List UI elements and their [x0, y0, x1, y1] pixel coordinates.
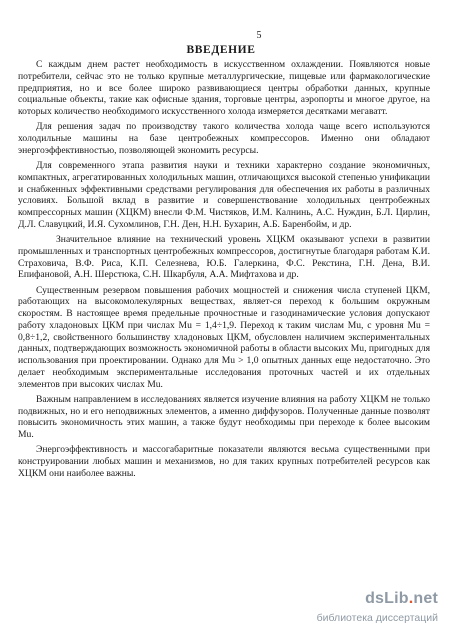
section-heading: ВВЕДЕНИЕ: [186, 44, 256, 56]
paragraph-1: С каждым днем растет необходимость в искусственном охлаждении. Появляются новые потребители, сейчас это не только крупные металлургические, пищевые или фармакологические предприятия, но и все более широко развивающиеся центры обработки данных, крупные социальные объекты, такие как офисные здания, торговые центры, аэропорты и многое другое, на которых количество необходимого искусственного холода измеряется десятками мегаватт.: [18, 59, 430, 117]
paragraph-2: Для решения задач по производству такого количества холода чаще всего используются холодильные машины на базе центробежных компрессоров. Именно они обладают энергоэффективностью, позволяющей экономить ресурсы.: [18, 121, 430, 156]
paragraph-4: Значительное влияние на технический уровень ХЦКМ оказывают успехи в развитии промышленных и транспортных центробежных компрессоров, достигнутые благодаря работам К.И. Страховича, В.Ф. Риса, К.П. Селезнева, Ю.Б. Галеркина, Ф.С. Рекстина, Г.Н. Дена, В.И. Епифановой, А.Н. Шерстюка, С.Н. Шкарбуля, А.А. Мифтахова и др.: [18, 234, 430, 281]
watermark-logo-dot: .: [408, 590, 414, 607]
paragraph-7: Энергоэффективность и массогабаритные показатели являются весьма существенными при конструировании любых машин и механизмов, но для таких крупных потребителей ресурсов как ХЦКМ они наиболее важны.: [18, 444, 430, 479]
paragraph-3: Для современного этапа развития науки и техники характерно создание экономичных, компактных, агрегатированных холодильных машин, отличающихся высокой степенью унификации и снабженных эффективными средствами регулирования для обеспечения их работы в различных условиях. Большой вклад в развитие и совершенствование холодильных центробежных компрессорных машин (ХЦКМ) внесли Ф.М. Чистяков, И.М. Калнинь, А.С. Нуждин, Б.Л. Цирлин, Д.Л. Славуцкий, И.Я. Сухомлинов, Г.Н. Ден, Н.Н. Бухарин, А.Б. Баренбойм, и др.: [18, 160, 430, 230]
watermark-logo-tld: net: [413, 590, 438, 607]
watermark-logo-main: dsLib: [365, 590, 409, 607]
body-text: [18, 59, 430, 483]
dslib-watermark: [302, 590, 442, 626]
page-number: 5: [256, 30, 262, 41]
watermark-logo: [365, 590, 438, 608]
watermark-subtitle: библиотека диссертаций: [316, 612, 438, 624]
paragraph-5: Существенным резервом повышения рабочих мощностей и снижения числа ступеней ЦКМ, работающих на высокомолекулярных веществах, являет-ся переход к большим окружным скоростям. В настоящее время предельные прочностные и газодинамические условия допускают работу хладоновых ЦКМ при числах Mu = 1,4÷1,9. Переход к таким числам Mu, с уровня Mu = 0,8÷1,2, свойственного большинству хладоновых ЦКМ, обусловлен наличием экспериментальных данных, подтверждающих возможность экономичной работы в области высоких Mu, пригодных для использования при проектировании. Однако для Mu > 1,0 опытных данных еще недостаточно. Это делает необходимым экспериментальные исследования проточных частей и их отдельных элементов при высоких числах Mu.: [18, 284, 430, 390]
paragraph-6: Важным направлением в исследованиях является изучение влияния на работу ХЦКМ не только подвижных, но и его неподвижных элементов, а именно диффузоров. Полученные данные позволят повысить экономичность этих машин, а также будут необходимы при переходе к более высоким Mu.: [18, 393, 430, 440]
